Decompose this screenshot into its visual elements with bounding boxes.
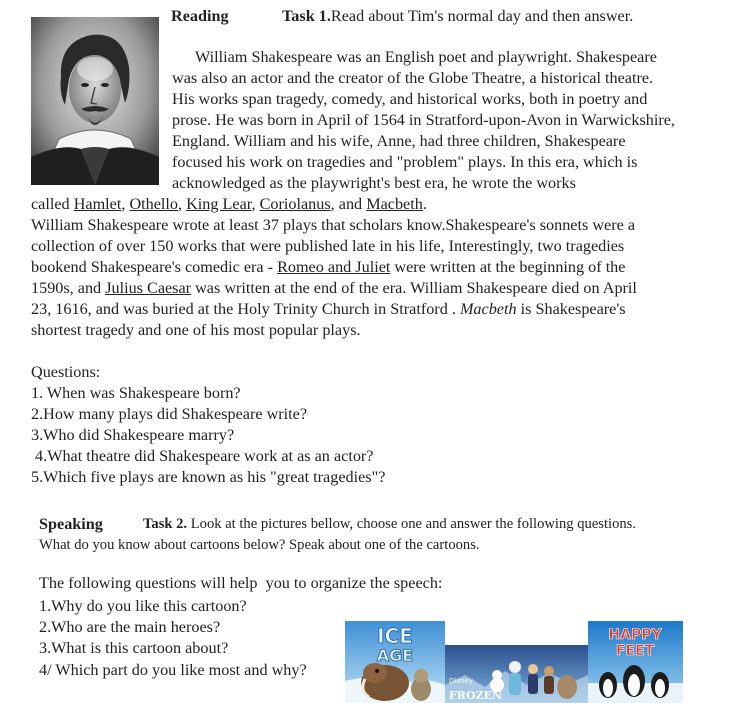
happy-feet-poster[interactable]: [588, 621, 683, 703]
work-hamlet[interactable]: Hamlet: [73, 195, 122, 213]
ice-age-poster[interactable]: [345, 621, 445, 703]
separator: ,: [251, 195, 260, 213]
task2-line-2: What do you know about cartoons below? Speak about one of the cartoons.: [39, 537, 480, 553]
para2-text: 1590s, and: [31, 279, 106, 297]
happy-feet-title-line1: HAPPY: [608, 627, 662, 643]
para2-line-3: [31, 257, 625, 278]
link-julius-caesar[interactable]: Julius Caesar: [105, 279, 192, 297]
para2-line-4: [31, 278, 637, 299]
frozen-poster[interactable]: [445, 645, 588, 703]
work-king-lear[interactable]: King Lear: [186, 195, 252, 213]
para2-text: was written at the end of the era. William Shakespeare died on April: [191, 279, 637, 297]
question-4: 4.What theatre did Shakespeare work at as an actor?: [31, 447, 374, 465]
para1-line-2: was also an actor and the creator of the Globe Theatre, a historical theatre.: [172, 69, 654, 87]
speaking-question-1: 1.Why do you like this cartoon?: [39, 597, 247, 615]
para1-line-4: prose. He was born in April of 1564 in Stratford-upon-Avon in Warwickshire,: [172, 111, 675, 129]
question-1: 1. When was Shakespeare born?: [31, 384, 241, 402]
happy-feet-title-line2: FEET: [615, 643, 655, 659]
para1-line-6: focused his work on tragedies and "problem" plays. In this era, which is: [172, 153, 638, 171]
macbeth-title: Macbeth: [459, 300, 517, 318]
frozen-title: FROZEN: [449, 689, 503, 702]
task1-text: Read about Tim's normal day and then answer.: [330, 7, 634, 25]
reading-heading: Reading: [171, 7, 229, 25]
para1-line-1: William Shakespeare was an English poet and playwright. Shakespeare: [195, 48, 657, 66]
para2-line-6: shortest tragedy and one of his most popular plays.: [31, 321, 361, 339]
para1-line-7: acknowledged as the playwright's best era, he wrote the works: [172, 174, 576, 192]
work-macbeth[interactable]: Macbeth: [366, 195, 423, 213]
para2-text: is Shakespeare's: [516, 300, 626, 318]
separator: , and: [330, 195, 367, 213]
para2-line-1: William Shakespeare wrote at least 37 plays that scholars know.Shakespeare's sonnets were a: [31, 216, 636, 234]
question-5: 5.Which five plays are known as his "great tragedies"?: [31, 468, 386, 486]
work-coriolanus[interactable]: Coriolanus: [259, 195, 331, 213]
separator: ,: [121, 195, 130, 213]
para1-line-3: His works span tragedy, comedy, and historical works, both in poetry and: [172, 90, 648, 108]
para2-line-2: collection of over 150 works that were published late in his life, Interestingly, two tragedies: [31, 237, 625, 255]
work-othello[interactable]: Othello: [129, 195, 179, 213]
task1-instruction: [282, 6, 633, 27]
para2-line-5: [31, 299, 626, 320]
para1-line-5: England. William and his wife, Anne, had three children, Shakespeare: [172, 132, 626, 150]
link-romeo-and-juliet[interactable]: Romeo and Juliet: [277, 258, 391, 276]
question-3: 3.Who did Shakespeare marry?: [31, 426, 235, 444]
speaking-question-2: 2.Who are the main heroes?: [39, 618, 221, 636]
speaking-question-4: 4/ Which part do you like most and why?: [39, 661, 307, 679]
speaking-heading: Speaking: [39, 515, 103, 533]
ice-age-title-line1: ICE: [377, 624, 413, 648]
task1-label: Task 1.: [282, 7, 331, 25]
separator: .: [422, 195, 427, 213]
para2-text: bookend Shakespeare's comedic era -: [31, 258, 278, 276]
shakespeare-portrait: [31, 17, 159, 185]
para2-text: were written at the beginning of the: [390, 258, 626, 276]
task2-instruction: [143, 514, 636, 534]
task2-label: Task 2.: [143, 516, 188, 532]
task2-text: Look at the pictures bellow, choose one and answer the following questions.: [187, 516, 637, 532]
works-line: [31, 194, 427, 215]
works-intro: called: [31, 195, 74, 213]
question-2: 2.How many plays did Shakespeare write?: [31, 405, 308, 423]
para2-text: 23, 1616, and was buried at the Holy Trinity Church in Stratford .: [31, 300, 460, 318]
separator: ,: [178, 195, 187, 213]
speaking-helper: The following questions will help you to organize the speech:: [39, 574, 443, 592]
questions-heading: Questions:: [31, 363, 101, 381]
ice-age-title-line2: AGE: [376, 646, 414, 665]
frozen-brand: Disney: [449, 677, 473, 685]
speaking-question-3: 3.What is this cartoon about?: [39, 639, 229, 657]
